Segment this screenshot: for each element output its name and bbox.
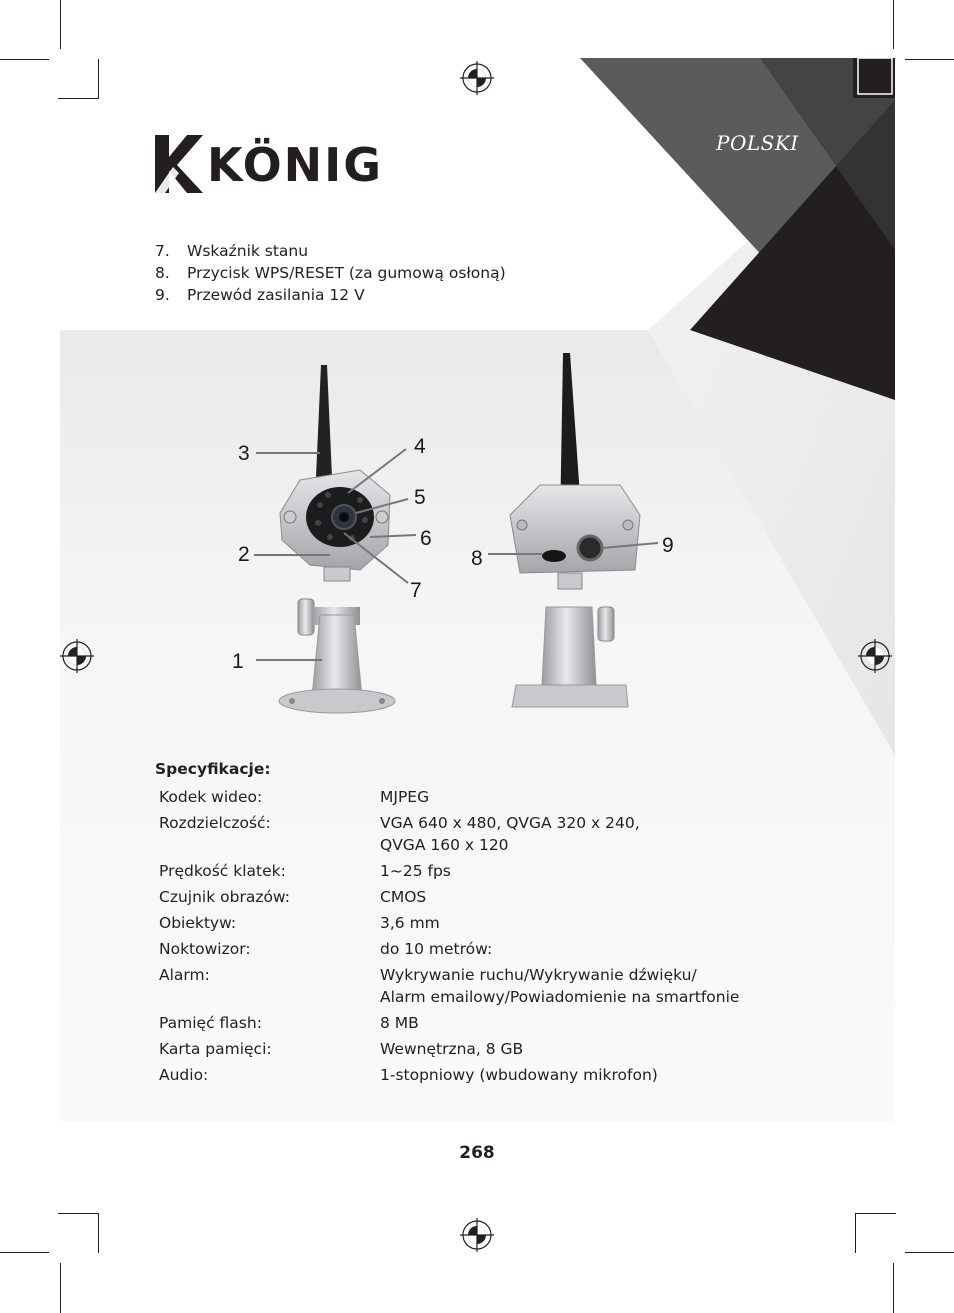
callout-3: 3	[238, 442, 250, 465]
spec-value: 1-stopniowy (wbudowany mikrofon)	[380, 1066, 658, 1084]
crop-mark	[905, 1252, 954, 1253]
brand-logo	[153, 133, 383, 195]
crop-mark	[60, 1263, 61, 1313]
page-number: 268	[459, 1143, 495, 1163]
callout-2: 2	[238, 543, 250, 566]
crop-mark	[0, 1252, 49, 1253]
camera-figure	[220, 345, 700, 725]
spec-key: Noktowizor:	[159, 940, 251, 958]
crop-mark	[98, 1213, 99, 1253]
camera-back-view	[510, 353, 640, 707]
spec-key: Pamięć flash:	[159, 1014, 262, 1032]
specs-title: Specyfikacje:	[155, 760, 271, 778]
list-label: Przycisk WPS/RESET (za gumową osłoną)	[187, 264, 506, 282]
crop-mark	[893, 0, 894, 49]
list-number: 7.	[155, 242, 170, 260]
table-row	[159, 1012, 799, 1034]
spec-value: do 10 metrów:	[380, 940, 493, 958]
spec-value: CMOS	[380, 888, 427, 906]
brand-wordmark: KÖNIG	[207, 138, 384, 192]
callout-4: 4	[414, 435, 426, 458]
spec-key: Audio:	[159, 1066, 209, 1084]
list-item	[155, 284, 506, 306]
table-row	[159, 886, 799, 908]
table-row	[159, 786, 799, 808]
table-row	[159, 1038, 799, 1060]
spec-key: Obiektyw:	[159, 914, 237, 932]
list-number: 9.	[155, 286, 170, 304]
parts-list	[155, 240, 506, 306]
crop-mark	[855, 1213, 896, 1214]
spec-key: Prędkość klatek:	[159, 862, 286, 880]
crop-mark	[0, 59, 49, 60]
spec-key: Kodek wideo:	[159, 788, 263, 806]
callout-7: 7	[410, 579, 422, 602]
konig-k-icon	[153, 133, 205, 195]
crop-mark	[905, 59, 954, 60]
table-row	[159, 964, 799, 1008]
spec-key: Alarm:	[159, 966, 210, 984]
callout-8: 8	[471, 547, 483, 570]
callout-9: 9	[662, 534, 674, 557]
list-number: 8.	[155, 264, 170, 282]
spec-value: Wewnętrzna, 8 GB	[380, 1040, 524, 1058]
registration-mark-icon	[60, 639, 94, 673]
table-row	[159, 860, 799, 882]
spec-key: Czujnik obrazów:	[159, 888, 290, 906]
table-row	[159, 1064, 799, 1086]
spec-value: 8 MB	[380, 1014, 419, 1032]
spec-key: Karta pamięci:	[159, 1040, 272, 1058]
crop-mark	[855, 1213, 856, 1253]
crop-mark	[98, 59, 99, 99]
table-row	[159, 812, 799, 856]
specs-table	[159, 786, 799, 1090]
callout-6: 6	[420, 527, 432, 550]
spec-value-line2: Alarm emailowy/Powiadomienie na smartfonie	[380, 988, 740, 1006]
table-row	[159, 938, 799, 960]
registration-mark-icon	[460, 61, 494, 95]
crop-mark	[60, 0, 61, 49]
crop-mark	[58, 98, 99, 99]
list-label: Wskaźnik stanu	[187, 242, 309, 260]
registration-mark-icon	[858, 639, 892, 673]
spec-value: 3,6 mm	[380, 914, 440, 932]
spec-value: VGA 640 x 480, QVGA 320 x 240,	[380, 814, 640, 832]
spec-value: Wykrywanie ruchu/Wykrywanie dźwięku/	[380, 966, 697, 984]
spec-value: 1~25 fps	[380, 862, 451, 880]
language-label: POLSKI	[716, 131, 799, 155]
table-row	[159, 912, 799, 934]
crop-mark	[893, 1263, 894, 1313]
callout-5: 5	[414, 486, 426, 509]
list-item	[155, 262, 506, 284]
crop-mark	[58, 1213, 99, 1214]
list-item	[155, 240, 506, 262]
spec-value: MJPEG	[380, 788, 430, 806]
callout-1: 1	[232, 650, 244, 673]
registration-mark-icon	[460, 1218, 494, 1252]
spec-value-line2: QVGA 160 x 120	[380, 836, 509, 854]
spec-key: Rozdzielczość:	[159, 814, 271, 832]
list-label: Przewód zasilania 12 V	[187, 286, 365, 304]
